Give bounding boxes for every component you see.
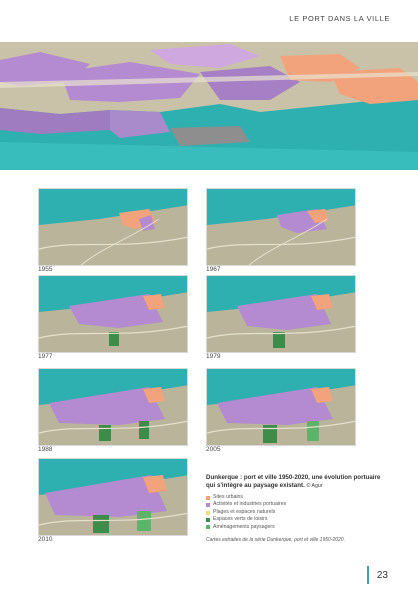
figure-caption bbox=[206, 474, 386, 543]
map-year-label: 2010 bbox=[38, 536, 53, 543]
map-thumbnail-1967 bbox=[206, 188, 356, 266]
legend-swatch-landscape bbox=[206, 525, 210, 529]
map-thumbnail-1988 bbox=[38, 368, 188, 446]
map-year-label: 1988 bbox=[38, 446, 53, 453]
map-year-label: 1979 bbox=[206, 353, 221, 360]
map-thumbnail-1979 bbox=[206, 275, 356, 353]
map-thumbnail-1955 bbox=[38, 188, 188, 266]
running-head: LE PORT DANS LA VILLE bbox=[289, 14, 390, 23]
legend-label: Sites urbains bbox=[213, 494, 243, 500]
legend-label: Aménagements paysagers bbox=[213, 523, 275, 530]
map-thumbnail-2010 bbox=[38, 458, 188, 536]
legend-swatch-urban bbox=[206, 496, 210, 500]
source-note: Cartes extraites de la série Dunkerque, port et ville 1950-2020. bbox=[206, 537, 345, 544]
legend-item bbox=[206, 494, 386, 501]
legend-item bbox=[206, 501, 386, 508]
header-bar bbox=[0, 0, 418, 30]
map-year-label: 1977 bbox=[38, 353, 53, 360]
caption-credit: © Agur bbox=[306, 483, 323, 489]
legend-swatch-green bbox=[206, 518, 210, 522]
legend-label: Activités et industries portuaires bbox=[213, 501, 287, 508]
map-year-label: 1967 bbox=[206, 266, 221, 273]
page-number-rule bbox=[367, 566, 369, 584]
page-number: 23 bbox=[376, 570, 388, 581]
map-legend bbox=[206, 494, 386, 531]
map-thumbnail-1977 bbox=[38, 275, 188, 353]
legend-item bbox=[206, 516, 386, 523]
legend-label: Espaces verts de loisirs bbox=[213, 516, 268, 523]
legend-swatch-beach bbox=[206, 511, 210, 515]
legend-swatch-port bbox=[206, 503, 210, 507]
caption-title-text: Dunkerque : port et ville 1950-2020, une évolution portuaire qui s'intègre au paysage existant. bbox=[206, 474, 381, 489]
caption-title bbox=[206, 474, 386, 490]
legend-label: Plages et espaces naturels bbox=[213, 508, 276, 515]
map-year-label: 1955 bbox=[38, 266, 53, 273]
port-3d-illustration bbox=[0, 42, 418, 170]
legend-item bbox=[206, 509, 386, 516]
legend-item bbox=[206, 524, 386, 531]
map-year-label: 2005 bbox=[206, 446, 221, 453]
map-thumbnail-2005 bbox=[206, 368, 356, 446]
